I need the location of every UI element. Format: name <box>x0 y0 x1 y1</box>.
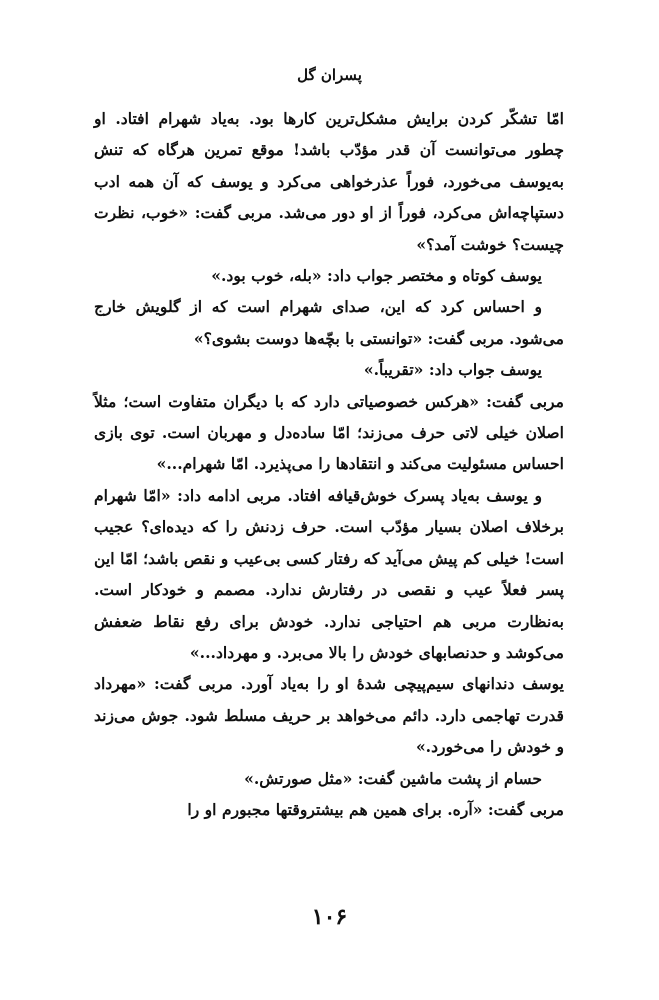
paragraph: یوسف دندانهای سیم‌پیچی شدهٔ او را به‌یاد آورد. مربی گفت: «مهرداد قدرت تهاجمی دارد. دائم می‌خواهد بر حریف مسلط شود. جوش می‌زند و خودش را می‌خورد.» <box>94 674 564 757</box>
running-head: پسران گل <box>297 66 362 84</box>
paragraph: حسام از پشت ماشین گفت: «مثل صورتش.» <box>244 768 542 788</box>
paragraph: و احساس کرد که این، صدای شهرام است که از گلویش خارج می‌شود. مربی گفت: «توانستی با بچّه‌ها دوست بشوی؟» <box>94 297 564 348</box>
paragraph: و یوسف به‌یاد پسرک خوش‌قیافه افتاد. مربی ادامه داد: «امّا شهرام برخلاف اصلان بسیار مؤدّب است. حرف زدنش را که دیده‌ای؟ عجیب است! خیلی کم پیش می‌آید که رفتار کسی بی‌عیب و نقص باشد؛ امّا این پسر فعلاً عیب و نقصی در رفتارش ندارد. مصمم و خودکار است. به‌نظارت مربی هم احتیاجی ندارد. خودش برای رفع نقاط ضعفش می‌کوشد و حدنصابهای خودش را بالا می‌برد. و مهرداد...» <box>94 485 564 662</box>
paragraph: مربی گفت: «آره. برای همین هم بیشتروقتها مجبورم او را <box>187 799 564 819</box>
paragraph: مربی گفت: «هرکس خصوصیاتی دارد که با دیگران متفاوت است؛ مثلاً اصلان خیلی لاتی حرف می‌زند؛ امّا ساده‌دل و مهربان است. توی بازی احساس مسئولیت می‌کند و انتقادها را می‌پذیرد. امّا شهرام...» <box>94 391 564 474</box>
paragraph: یوسف جواب داد: «تقریباً.» <box>363 360 542 380</box>
paragraph: یوسف کوتاه و مختصر جواب داد: «بله، خوب بود.» <box>211 266 542 286</box>
paragraph: امّا تشکّر کردن برایش مشکل‌ترین کارها بود. به‌یاد شهرام افتاد. او چطور می‌توانست آن قدر مؤدّب باشد! موقع تمرین هرگاه که تنش به‌یوسف می‌خورد، فوراً عذرخواهی می‌کرد و یوسف که آن همه ادب دستپاچه‌اش می‌کرد، فوراً از او دور می‌شد. مربی گفت: «خوب، نظرت چیست؟ خوشت آمد؟» <box>94 109 564 254</box>
page-number: ۱۰۶ <box>311 904 348 930</box>
body-text <box>94 103 564 825</box>
